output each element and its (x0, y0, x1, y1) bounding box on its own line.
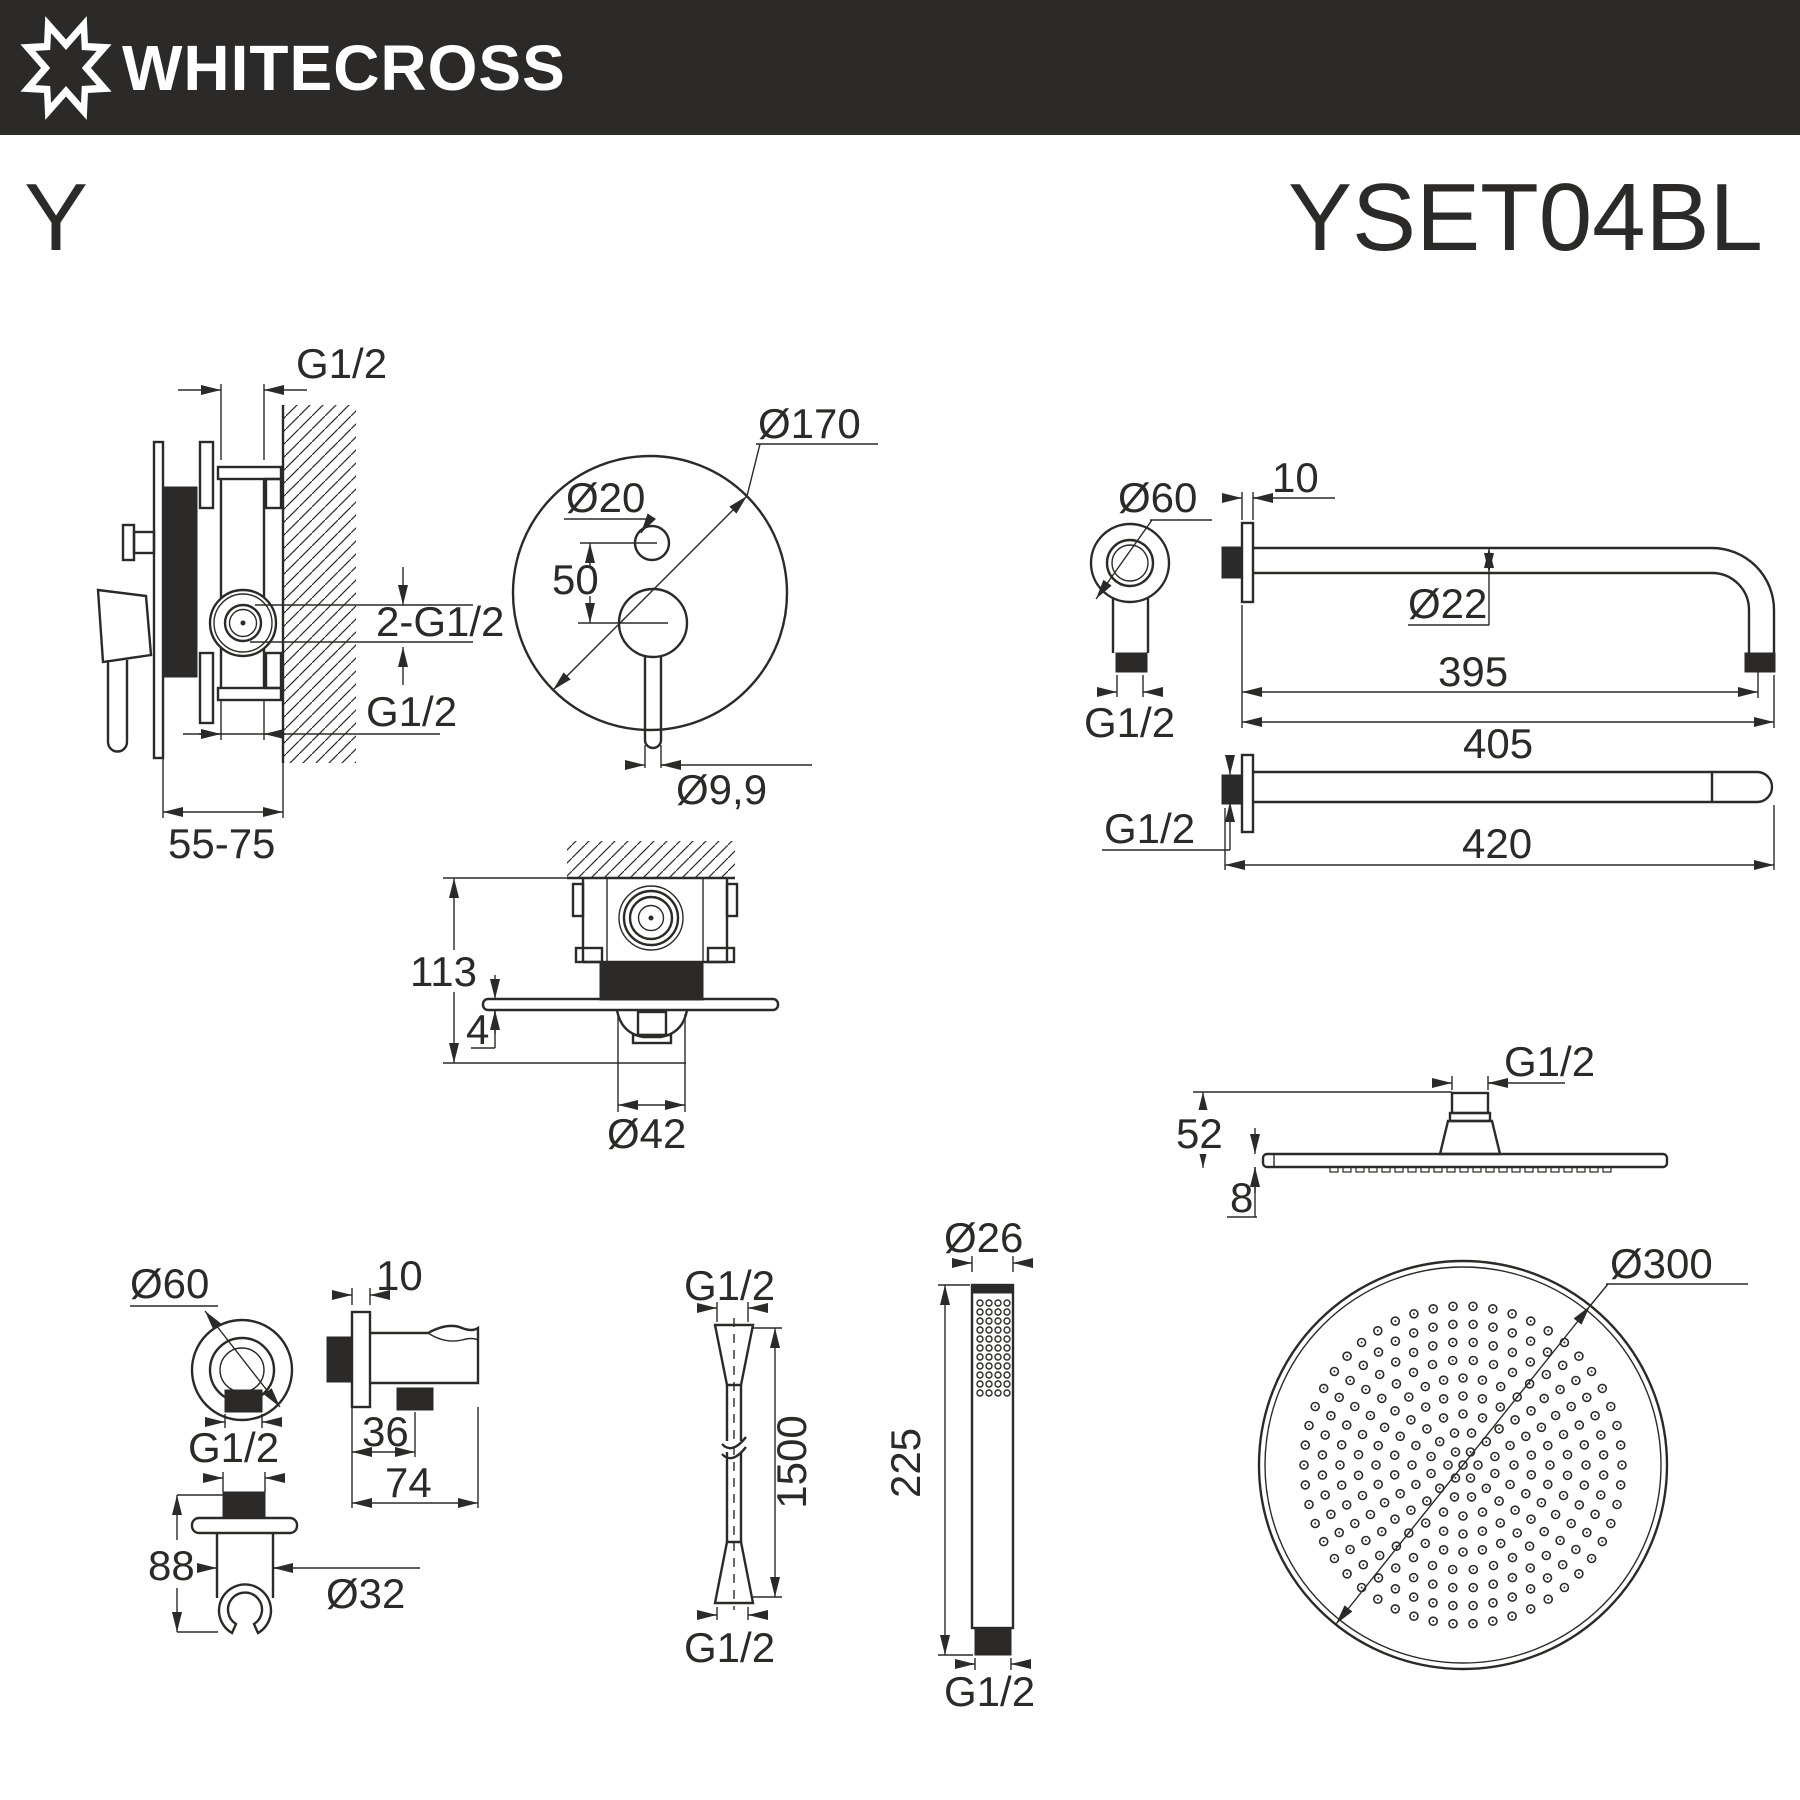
mixer-front-view (513, 400, 878, 813)
stop-valve-stub (123, 525, 134, 560)
head-plate (1263, 1154, 1667, 1167)
dim-label-flange: Ø60 (1118, 474, 1198, 521)
dim-label-head-thread: G1/2 (1504, 1038, 1596, 1085)
dim-label-thread-bottom: G1/2 (366, 688, 458, 735)
wall-hatch-top (567, 841, 735, 878)
dim-label-arm-thread: G1/2 (1084, 699, 1176, 746)
dim-label-collar: Ø42 (607, 1110, 687, 1157)
handshower-view (882, 1214, 1035, 1715)
dim-label-ceiling-len: 420 (1462, 820, 1533, 867)
outlet-side-view (327, 1252, 478, 1508)
dim-label-head-diameter: Ø300 (1610, 1240, 1713, 1287)
dim-label-len-outer: 405 (1463, 720, 1534, 767)
dim-label-flange-thickness: 10 (1272, 454, 1319, 501)
head-side-view (1172, 1038, 1667, 1221)
dim-label-handshower-head: Ø26 (944, 1214, 1024, 1261)
lever-base (98, 590, 151, 662)
dim-label-plate-thickness: 4 (466, 1006, 490, 1053)
dim-label-outlet-body: Ø32 (326, 1570, 406, 1617)
ceiling-arm-view (1102, 755, 1774, 870)
dim-label-hose-length: 1500 (768, 1415, 815, 1509)
model-label: YSET04BL (1288, 164, 1763, 271)
brand-title: WHITECROSS (122, 32, 566, 104)
dim-label-height: 113 (410, 948, 477, 995)
dim-label-hose-thread-top: G1/2 (684, 1262, 776, 1309)
dim-label-thread-pair: 2-G1/2 (376, 598, 505, 645)
threaded-collar (600, 962, 703, 1000)
dim-label-outlet-flange: Ø60 (130, 1260, 210, 1307)
dim-label-head-thickness: 8 (1230, 1174, 1254, 1221)
dim-label-thread-top: G1/2 (296, 340, 388, 387)
dim-label-plate: Ø170 (758, 400, 861, 447)
handshower-nozzle-dots (977, 1300, 1010, 1396)
dim-label-outlet-height: 88 (148, 1542, 195, 1589)
dim-label-button: Ø20 (566, 474, 646, 521)
dim-label-head-height: 52 (1176, 1110, 1223, 1157)
wall-hatch (283, 405, 356, 763)
outlet-front-view (130, 1260, 292, 1492)
dim-label-outlet-width: 74 (385, 1459, 432, 1506)
dim-label-outlet-thread: G1/2 (188, 1424, 280, 1471)
wall-arm-side-view (1222, 454, 1775, 767)
dim-label-tube: Ø22 (1408, 580, 1488, 627)
dim-label-handshower-length: 225 (882, 1427, 929, 1499)
dim-label-hose-thread-bottom: G1/2 (684, 1624, 776, 1671)
wall-arm-front-view (1084, 474, 1212, 746)
header-bar (0, 0, 1800, 135)
head-connector-thread (1452, 1093, 1488, 1113)
outlet-bottom-view (146, 1492, 420, 1633)
dim-label-outlet-offset: 36 (362, 1408, 409, 1455)
mixer-side-view (98, 340, 504, 867)
arm-thread-end (1116, 653, 1147, 672)
arm-flange (1242, 523, 1253, 602)
handshower-thread (975, 1628, 1011, 1655)
dim-label-depth: 55-75 (168, 820, 276, 867)
mixer-top-view (408, 841, 778, 1157)
dim-label-ceiling-thread: G1/2 (1104, 805, 1196, 852)
dim-label-spacing: 50 (552, 556, 599, 603)
cartridge-block (163, 487, 197, 677)
dim-label-len-inner: 395 (1438, 648, 1509, 695)
head-front-view (1259, 1240, 1748, 1669)
handshower-holder-hook (219, 1584, 271, 1633)
dim-label-outlet-flange-thickness: 10 (376, 1252, 423, 1299)
dim-label-lever: Ø9,9 (676, 766, 768, 813)
series-label: Y (24, 164, 89, 271)
dim-label-handshower-thread: G1/2 (944, 1668, 1036, 1715)
hose-view (684, 1262, 815, 1671)
escutcheon-plate (483, 999, 778, 1010)
